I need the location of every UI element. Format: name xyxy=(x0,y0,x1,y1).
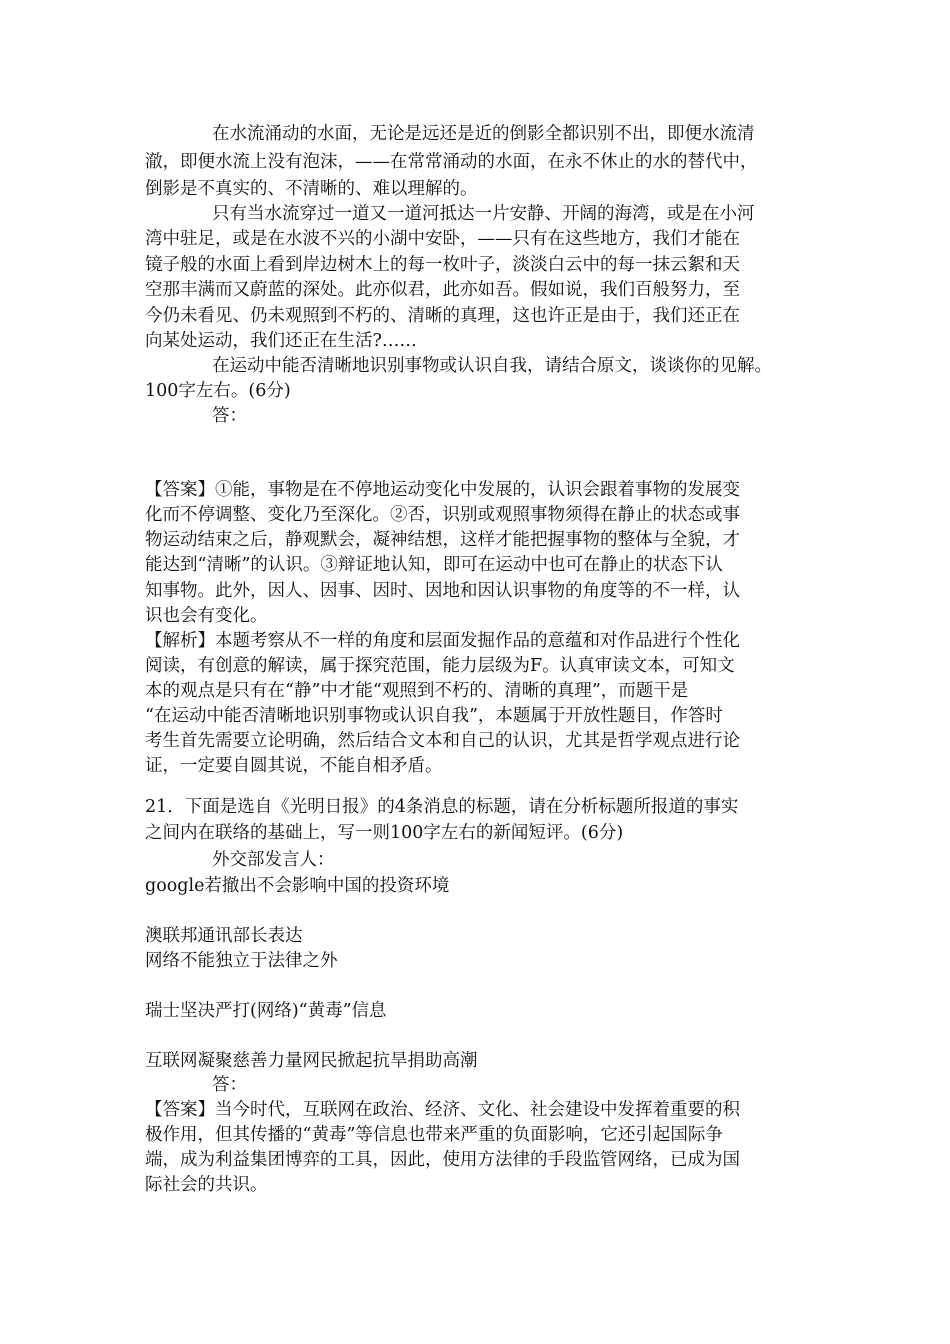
headline-1-line: 外交部发言人： xyxy=(212,850,335,870)
q20-answer-line: 物运动结束之后，静观默会，凝神结想，这样才能把握事物的整体与全貌，才 xyxy=(145,530,740,550)
passage-line: 湾中驻足，或是在水波不兴的小湖中安卧，——只有在这些地方，我们才能在 xyxy=(145,229,740,249)
q20-analysis-line: 阅读，有创意的解读，属于探究范围，能力层级为F。认真审读文本，可知文 xyxy=(145,656,735,676)
q20-analysis-line: “在运动中能否清晰地识别事物或认识自我”，本题属于开放性题目，作答时 xyxy=(145,706,723,726)
headline-4: 互联网凝聚慈善力量网民掀起抗旱捐助高潮 xyxy=(145,1051,478,1071)
q20-analysis-line: 证，一定要自圆其说，不能自相矛盾。 xyxy=(145,756,443,776)
passage-line: 倒影是不真实的、不清晰的、难以理解的。 xyxy=(145,179,478,199)
q20-answer-line: 识也会有变化。 xyxy=(145,606,268,626)
headline-2-line: 澳联邦通讯部长表达 xyxy=(145,926,303,946)
q20-analysis-line: 考生首先需要立论明确，然后结合文本和自己的认识，尤其是哲学观点进行论 xyxy=(145,731,740,751)
q21-answer-line: 【答案】当今时代，互联网在政治、经济、文化、社会建设中发挥着重要的积 xyxy=(145,1100,740,1120)
passage-line: 澈，即便水流上没有泡沫，——在常常涌动的水面，在永不休止的水的替代中， xyxy=(145,152,758,172)
passage-line: 空那丰满而又蔚蓝的深处。此亦似君，此亦如吾。假如说，我们百般努力，至 xyxy=(145,280,740,300)
q21-answer-line: 际社会的共识。 xyxy=(145,1175,268,1195)
passage-line: 在水流涌动的水面，无论是远还是近的倒影全都识别不出，即便水流清 xyxy=(212,124,755,144)
passage-line: 只有当水流穿过一道又一道河抵达一片安静、开阔的海湾，或是在小河 xyxy=(212,204,755,224)
q20-answer-line: 化而不停调整、变化乃至深化。②否，识别或观照事物须得在静止的状态或事 xyxy=(145,505,740,525)
q20-question-line: 100字左右。(6分) xyxy=(145,381,291,401)
passage-line: 向某处运动，我们还正在生活?…… xyxy=(145,331,417,351)
q20-question-line: 在运动中能否清晰地识别事物或认识自我，请结合原文，谈谈你的见解。 xyxy=(212,356,772,376)
passage-line: 镜子般的水面上看到岸边树木上的每一枚叶子，淡淡白云中的每一抹云絮和天 xyxy=(145,255,740,275)
headline-3: 瑞士坚决严打(网络)“黄毒”信息 xyxy=(145,1001,387,1021)
q21-question-line: 之间内在联络的基础上，写一则100字左右的新闻短评。(6分) xyxy=(145,823,624,843)
passage-line: 今仍未看见、仍未观照到不朽的、清晰的真理，这也许正是由于，我们还正在 xyxy=(145,306,740,326)
q21-answer-prompt: 答： xyxy=(212,1075,247,1095)
q21-answer-line: 端，成为利益集团博弈的工具，因此，使用方法律的手段监管网络，已成为国 xyxy=(145,1150,740,1170)
q21-answer-line: 极作用，但其传播的“黄毒”等信息也带来严重的负面影响，它还引起国际争 xyxy=(145,1125,723,1145)
q20-answer-line: 能达到“清晰”的认识。③辩证地认知，即可在运动中也可在静止的状态下认 xyxy=(145,555,723,575)
headline-2-line: 网络不能独立于法律之外 xyxy=(145,951,338,971)
q20-analysis-line: 本的观点是只有在“静”中才能“观照到不朽的、清晰的真理”，而题干是 xyxy=(145,681,689,701)
headline-1-line: google若撤出不会影响中国的投资环境 xyxy=(145,876,450,896)
q20-answer-line: 【答案】①能，事物是在不停地运动变化中发展的，认识会跟着事物的发展变 xyxy=(145,480,740,500)
q20-answer-line: 知事物。此外，因人、因事、因时、因地和因认识事物的角度等的不一样，认 xyxy=(145,581,740,601)
q20-analysis-line: 【解析】本题考察从不一样的角度和层面发掘作品的意蕴和对作品进行个性化 xyxy=(145,631,740,651)
q21-question-line: 21．下面是选自《光明日报》的4条消息的标题，请在分析标题所报道的事实 xyxy=(145,797,739,817)
q20-answer-prompt: 答： xyxy=(212,406,247,426)
